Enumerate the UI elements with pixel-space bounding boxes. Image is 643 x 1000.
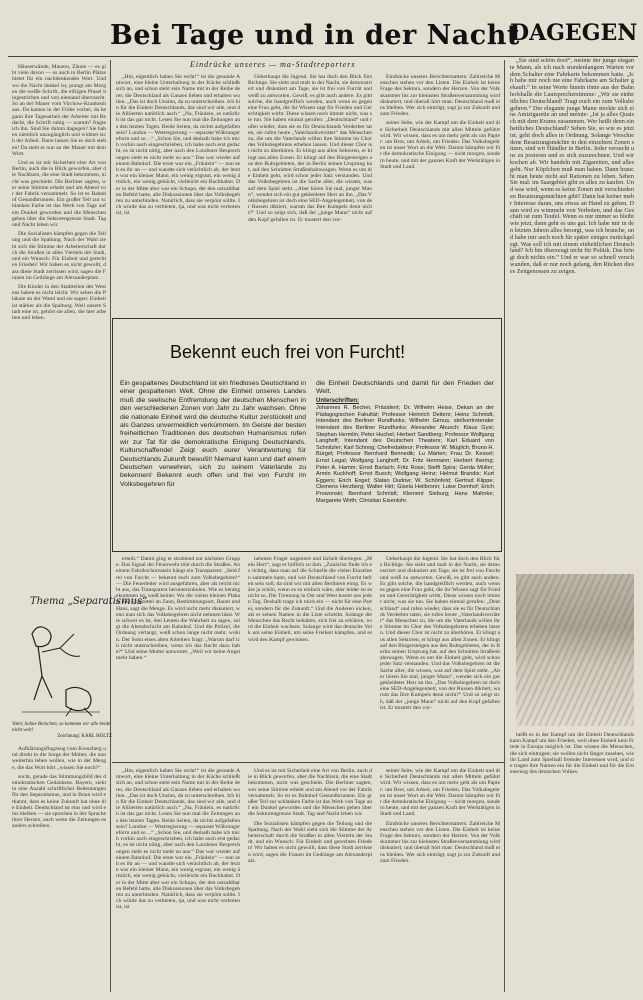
paragraph: Ueberhaupt die Jugend. Sie hat doch den Blick fürs Richtige. Sie sieht und malt in der Nacht, sie demonstriert und diskutiert am Tage, sie ist frei von Furcht und weiß zu antworten. Gewiß, es gibt auch andere. Es gibt solche, die handgreiflich werden, auch wenn es gegen eine Frau geht, die ihr Wissen sagt für Frieden und Gerechtigkeit wirbt. Diese wissen noch immer nicht, was sie tun. Sie haben einmal gerufen: „Deutschland“ und rufen wieder, dass sie es für Deutschlands Verderber taten, sie rufen heute „Vaterlandsverräter“ das Menschen zu, die um die Vaterlands willen ihre Stimme im Chor des Volksbegehrens erheben lassen. Und dieser Chor ist nicht zu überhören. Er klingt aus allen Sektoren, er klingt aus allen Zonen. Er klingt auf den Bürgersteigen aus den Ruhrgebieten, der in Berlin seinen Ursprung hat, auf den Schnitten Straßenbahnwagen. Wenn es um die Einheit geht, wird schon jeder Satz verstanden. Und das Volksbegehren ist die Sache aller, die wissen, was auf dem Spiel steht. „Aber hören Sie mal, junger Mann“, wendet sich ein gut gekleideter Herr an ihn. „Das Volksbegehren ist doch eine SED-Angelegenheit, von der Russen diktiert, warum das Ihre Kumpels denn nicht?“ Und so zeigt sich, daß der „junge Mann“ nicht auf den Kopf gefallen ist. Er mustert den vor- (380, 556, 500, 711)
appeal-continued: die Einheit Deutschlands und damit für den Frieden der Welt. (316, 380, 494, 396)
column-bottom-c (380, 768, 500, 994)
photo (516, 574, 634, 726)
caption-text: Vater, Sohne Beinchen, so kommen wir alle beide nicht weit! (12, 722, 111, 733)
cartoon-illustration (12, 612, 106, 720)
column-2-top (116, 74, 240, 314)
appeal-right-text (316, 380, 494, 544)
paragraph: Aufklärungsflugzeug vom Kreuzberg und direkt in die Sorge der Mütter, die nun weiterhin leben wollen, wie in der Menge, die das Wort hört „wissen Sie noch?“ (12, 746, 106, 771)
subhead: Eindrücke unseres — ma-Stadtreporters (190, 60, 356, 69)
column-1-top (12, 64, 106, 588)
paragraph: Und es ist mit Sicherheit eine Art von Berlin, auch die in Blick geworfen, aber die Nachbarn, die eine Stadt bekommen, nicht was geschieht. Die Berliner sagten, wer seine Stimme erhebt und am Abend vor der Fabrik versammelt. So ist es Bahnhof Gesundbrunnen. Ein großer Teil zur schlanken Farbe ist das Werk von Tage auf ein Dunkel geworden und die Menschen gehen über die Sektorengrenze Stadt. Tag und Nacht leben wir. (12, 160, 106, 229)
appeal-text: Ein gespaltenes Deutschland ist ein friedloses Deutschland in einer gespaltenen Welt. Ohne die Einheit unseres Landes muß die seelische Entfremdung der deutschen Menschen in den verschiedenen Zonen von Jahr zu Jahr wachsen. Ohne die nationale Einheit wird die deutsche Kultur zerstückelt und als Ganzes unvermeidlich verkümmern. Im Geiste der besten freiheitlichen Traditionen des deutschen Humanismus rufen wir zur Tat für die demokratische Einigung Deutschlands. Kulturschaffende! Zeigt euch eurer Verantwortung für Deutschlands Zukunft bewußt! Niemand kann und darf einem Deutschen verwehren, sich zu seinem Vaterlande zu bekennen! Bekennt euch offen und frei von Furcht im Volksbegehren für (120, 380, 306, 488)
paragraph: „Hm, eigentlich haben Sie recht!“ ist die gesunde Antwort, eine kleine Unterhaltung in der Küche schließt sich an, und schon steht sein Name mit in der Reihe derer, die Deutschland als Ganzes lieben und erhalten wollen. „Das ist doch Unsinn, da zu unterschreiben. Ich bin für die Einheit Deutschlands, das sind wir alle, und die Alliierten natürlich auch.“ „Na, Fräulein, es natürlich ist das gar nicht. Lesen Sie nun mal die Zeitungen aus den letzten Tagen. Beide Seiten, da nichts aufgefallen sein? London — Westregierung — separate Währungsreform und so ...“ „Schon Sie, und deshalb habe ich mich vorhin auch eingeschrieben, ich habe auch erst gedacht, es ist nicht nötig, aber nach den Londoner Besprechungen sieht es nicht mehr so aus.“ Das war wieder auf einem Bahnhof. Die erste war ein „Fräulein“ — nun seh es ihr an — und wandte sich verächtlich ab, der letzte war ein kleiner Mann, ein wenig ergraut, ein wenig ärmlich, ein wenig gebückt, vielleicht ein Buchhalter. Der in der Mitte aber war ein Schupo, der den ostzahlbaren Befehl hatte, alle Diskussionen über das Volksbegehren zu unterbinden. Natürlich, dass sie verpönt sollte. Ich würde das zu verbieten, tja, und was nicht verboten ist, ist (116, 768, 240, 911)
paragraph: Die Sozialisten kämpfen gegen die Teilung und die Spaltung. Nach der Wahl zieht sich die Stimme der Arbeiterschaft durch die Straßen in allen Vierteln der Stadt, und ein Wunsch: Für Einheit und gerechten Frieden! Wir haben es nicht gewollt, dass diese Stadt zerrissen wird, sagen die Frauen im Gedränge am Alexanderplatz. (12, 231, 106, 281)
paragraph: Häuserwände, Mauern, Zäune — es gibt viele davon — so auch in Berlin Plätze bietet für ein nachdenkendes Wort. Und wo die Nacht dunkel ist, prangt am Morgen die weiße Schrift, die eifrigen Pinsel hingestrichen und von niemand überrascht. So an der Mauer vom Virchow-Krankenhaus. Da kamen in der Frühe vorbei, da begann ihre Tagesarbeit der Arbeiter mit Bedacht, die Schrift ruhig — warum? fragte ich ihn. Sind Sie dumm dagegen? Sie haben ziemlich unzugänglich und widmet sich der Arbeit. Dann lassen Sie es doch stehen! Da steht er nun an der Mauer mit dem Wort. (12, 64, 106, 157)
paragraph: „Hm, eigentlich haben Sie recht!“ ist die gesunde Antwort, eine kleine Unterhaltung in der Küche schließt sich an, und schon steht sein Name mit in der Reihe derer, die Deutschland als Ganzes lieben und erhalten wollen. „Das ist doch Unsinn, da zu unterschreiben. Ich bin für die Einheit Deutschlands, das sind wir alle, und die Alliierten natürlich auch.“ „Na, Fräulein, es natürlich ist das gar nicht. Lesen Sie nun mal die Zeitungen aus den letzten Tagen. Beide Seiten, da nichts aufgefallen sein? London — Westregierung — separate Währungsreform und so ...“ „Schon Sie, und deshalb habe ich mich vorhin auch eingeschrieben, ich habe auch erst gedacht, es ist nicht nötig, aber nach den Londoner Besprechungen sieht es nicht mehr so aus.“ Das war wieder auf einem Bahnhof. Die erste war ein „Fräulein“ — nun seh es ihr an — und wandte sich verächtlich ab, der letzte war ein kleiner Mann, ein wenig ergraut, ein wenig ärmlich, ein wenig gebückt, vielleicht ein Buchhalter. Der in der Mitte aber war ein Schupo, der den ostzahlbaren Befehl hatte, alle Diskussionen über das Volksbegehren zu unterbinden. Natürlich, dass sie verpönt sollte. Ich würde das zu verbieten, tja, und was nicht verboten ist, ist (116, 74, 240, 217)
paragraph: erteilt.“ Damit ging er strahlend zur nächsten Gruppe. Das Signal der Feuerwehr tönt durch die Straßen. An einem Fabrikschornstein hängt ein Transparent: „Seid frei von Furcht — bekennt euch zum Volksbegehren!“ — Die Feuerleiter wird ausgefahren, aber als reicht nicht aus, das Transparent herunterzuholen. Wie es herabgekommen ist, weiß keiner. Wo die vielen kleinen Plakate und Flugzettel an Zaun, Bestimmungsort, Baum und Haus, sagt die Menge. Es wird nicht mehr diskutiert, wenn man sich das Volksbegehren nicht nehmen lässt. Wie schwer es ist, den Leuten die Wahrheit zu sagen, zeigt die Abendschicht am Bahnhof. Und die Polizei, die Ordnung verlangt, weiß schon lange nicht mehr, wohin. Der Sohn eines alten Arbeiters fragt: „Warum darf ich nicht unterschreiben, wenn ich das Recht dazu habe?“ Und seine Mutter antwortet: „Weil wir keine Angst mehr haben.“ (116, 556, 240, 662)
signatures: Johannes R. Becher, Präsident; Dr. Wilhelm Heise, Dekan an der Pädagogischen Fakultät; Professor Heinrich Deiters; Heinz Schmidt, Intendant des Berliner Rundfunks; Wilhelm Girnus, stellvertretender Intendant des Berliner Rundfunks; Alexander Abusch; Klaus Gysi; Stephan Hermlin; Peter Huchel; Herbert Sandberg; Professor Wolfgang Langhoff, Intendant des Deutschen Theaters; Karl Eduard von Schnitzler; Karl Schnog; Chefredakteur; Professor W. Müglich; Bruno H. Bürgel; Professor Bernhard Bennedik; Lu Märten; Frau Dr. Kessel; Ernst Legal; Wolfgang Langhoff; Dr. Fritz Hermann; Herbert Ihering; Peter A. Hamm; Ernst Barlach; Fritz Rose; Steffi Spira; Gerda Müller; Armin Kuckhoff; Ernst Busch; Wolfgang Heinz; Helmut Brandis; Kurt Eggers; Erich Engel; Slatan Dudow; W. Schönfeld; Gertrud Klippe; Clemens Herzberg; Walter Hirt; Gisela Heilbronn; Luise Domhof; Erich Prowonski; Bernhard Schmidt; Klement Sieburg; Hans Mahnke; Margarete Wirth; Christian Eisenlohr. (316, 405, 494, 504)
column-1-bottom (12, 746, 106, 994)
signatures-heading: Unterschriften: (316, 397, 360, 404)
caption-credit: Zeichnung: KARL HOLTZ (57, 734, 112, 739)
appeal-left-text (120, 380, 306, 544)
paragraph: Eindrücke unseres Berichterstatters: Zahlreiche Menschen stehen vor den Listen. Die Einheit ist keine Frage des Sektors, sondern der Herzen. Von der Volkskammer bis zur kleinsten Straßenversammlung wird diskutiert, und überall hört man: Deutschland muß eins bleiben. Wer sich einträgt, sagt ja zur Zukunft und zum Frieden. (380, 820, 500, 864)
paragraph: nehmen Frager ungeniert und lächelt überlegen. „Mein Herr“, sagt er höflich zu ihm. „Zunächst finde ich es richtig, dass man auf die Schnelle die vielen Einzelnen sammeln kann, und wie Deutschland von Furcht befreit sein soll, da sind wir mit allen Berlinern einig. Es wäre ja schön, wenn es so einfach wäre, aber leider ist es nicht so. Die Trennung in Ost und West kostet uns jeden Tag. Deshalb trage ich mich ein — nicht für eine Partei, sondern für die Zukunft.“ Und die Anderen nicken, als er seinen Namen in die Liste schreibt. Solange die Menschen das Recht behalten, sich frei zu erklären, wird die Einheit wachsen. Solange wird das deutsche Volk um seine Einheit, um seine Freiheit kämpfen, und es wird den Kampf gewinnen. (248, 556, 372, 643)
column-bottom-b (248, 768, 372, 994)
photo-texture (516, 574, 634, 726)
column-bottom-a (116, 768, 240, 994)
side-headline: DAGEGEN (510, 20, 638, 46)
column-4-bottom (510, 732, 634, 994)
cartoon-caption (12, 722, 112, 740)
paragraph: heißt es in der Kampf um die Einheit Deutschlands kann Kampf um den Frieden, weil ohne Einheit kein Friede in Europa möglich ist. Das wissen die Menschen, die sich eintragen; sie wollen nicht länger zusehen, wie ihr Land zum Spielball fremder Interessen wird, und sie tragen ihre Namen ein für die Einheit und für die Erneuerung des deutschen Volkes. (510, 732, 634, 776)
paragraph: „Sie sind schön doof“, meinte der junge elegante Mann, als ich nach stundenlangem Warten vor dem Schalter eine Fahrkarte bekommen hatte. „Ich habe mir noch nie eine Fahrkarte am Schalter gekauft.“ In seine Worte hinein tönte aus der Bahnhofshalle die Lautsprecherstimme: „Wir sie einheitliches Deutschland! Tragt euch ein zum Volksbegehren.“ Der elegante junge Mann steckte sich eine Amizigarette an und meinte: „Ist ja alles Quatsch mit dem Krams zusammen. Wer heißt denn einheitliches Deutschland? Sehen Sie, so wie es jetzt ist, geht doch alles in Ordnung. Solange Verschiedene Besatzungsmächte in den einzelnen Zonen sitzen, sind wir Händler in Berlin. Jeder versucht uns zu posieren und es sich zuzurechnen. Und wir kochen ab. Wir handeln mit Zigaretten, und alles geht. Nur Köpfchen muß man haben. Dann braucht man heute nicht auf Rationen zu leben. Sehen Sie mal: im Saargebiet gibt es alles zu kaufen. Und was wird, wenn es keine Zonen mit verschiedenen Besatzungsmächten gibt? Dann hat keiner mehr Interesse daran, uns etwas an Hand zu geben. Dann wird es wimmeln von Verboten, und das Geschäft ist zum Teufel. Wenn es nur immer so bleibt wie jetzt, dann geht es uns gut. Ich habe mir in den letzten Jahren alles besorgt, was ich brauche, und habe mir auch noch für später einiges zurückgelegt. Was soll ich mit einem einheitlichen Deutschland? Ich bin überzeugt nicht für Politik. Das bringt doch nichts ein.“ Und er war so schnell verschwunden, daß er nur noch gelang, den Rücken dieses Zeitgenossen zu zeigen. (510, 58, 634, 275)
headline: Bei Tage und in der Nacht (110, 20, 520, 51)
column-3b-top (380, 74, 500, 314)
paragraph: seiner Seite, wie der Kampf um die Einheit und die Sicherheit Deutschlands mit allen Mitteln geführt wird. Wir wissen, dass es um mehr geht als um Papier: um Brot, um Arbeit, um Frieden. Das Volksbegehren ist unser Wort an die Welt. Darum kämpfen wir für die demokratische Einigung — nicht morgen, sondern heute, und mit der ganzen Kraft der Werktätigen in Stadt und Land. (380, 768, 500, 818)
cartoon-title: Thema „Separatismus“ (30, 596, 148, 607)
column-4 (510, 58, 634, 570)
column-2-bottom (116, 556, 240, 756)
paragraph: seiner Seite, wie der Kampf um die Einheit und die Sicherheit Deutschlands mit allen Mitteln geführt wird. Wir wissen, dass es um mehr geht als um Papier: um Brot, um Arbeit, um Frieden. Das Volksbegehren ist unser Wort an die Welt. Darum kämpfen wir für die demokratische Einigung — nicht morgen, sondern heute, und mit der ganzen Kraft der Werktätigen in Stadt und Land. (380, 120, 500, 170)
column-3-top (248, 74, 372, 314)
appeal-title: Bekennt euch frei von Furcht! (170, 342, 406, 362)
column-3-bottom (248, 556, 372, 756)
top-rule (8, 56, 638, 57)
paragraph: sucht, gerade das Stimmungsbild des demokratischen Gedankens. Bayern, sieht in eine Anzahl schriftlicher Bedeutungen für den Separatismus, und in Bonn wird erkannt, dass es keine Zukunft hat ohne die Einheit. Deutschland ist eins und wird eins bleiben — sie sprechen in der Sprache ihrer Herzen, auch wenn die Zeitungen es anders schreiben. (12, 773, 106, 830)
paragraph: Die Sozialisten kämpfen gegen die Teilung und die Spaltung. Nach der Wahl zieht sich die Stimme der Arbeiterschaft durch die Straßen in allen Vierteln der Stadt, und ein Wunsch: Für Einheit und gerechten Frieden! Wir haben es nicht gewollt, dass diese Stadt zerrissen wird, sagen die Frauen im Gedränge am Alexanderplatz. (248, 820, 372, 864)
column-rule (110, 60, 111, 992)
paragraph: Eindrücke unseres Berichterstatters: Zahlreiche Menschen stehen vor den Listen. Die Einheit ist keine Frage des Sektors, sondern der Herzen. Von der Volkskammer bis zur kleinsten Straßenversammlung wird diskutiert, und überall hört man: Deutschland muß eins bleiben. Wer sich einträgt, sagt ja zur Zukunft und zum Frieden. (380, 74, 500, 118)
paragraph: Und es ist mit Sicherheit eine Art von Berlin, auch die in Blick geworfen, aber die Nachbarn, die eine Stadt bekommen, nicht was geschieht. Die Berliner sagten, wer seine Stimme erhebt und am Abend vor der Fabrik versammelt. So ist es Bahnhof Gesundbrunnen. Ein großer Teil zur schlanken Farbe ist das Werk von Tage auf ein Dunkel geworden und die Menschen gehen über die Sektorengrenze Stadt. Tag und Nacht leben wir. (248, 768, 372, 818)
column-3b-bottom (380, 556, 500, 756)
column-rule (504, 60, 505, 992)
paragraph: Ueberhaupt die Jugend. Sie hat doch den Blick fürs Richtige. Sie sieht und malt in der Nacht, sie demonstriert und diskutiert am Tage, sie ist frei von Furcht und weiß zu antworten. Gewiß, es gibt auch andere. Es gibt solche, die handgreiflich werden, auch wenn es gegen eine Frau geht, die ihr Wissen sagt für Frieden und Gerechtigkeit wirbt. Diese wissen noch immer nicht, was sie tun. Sie haben einmal gerufen: „Deutschland“ und rufen wieder, dass sie es für Deutschlands Verderber taten, sie rufen heute „Vaterlandsverräter“ das Menschen zu, die um die Vaterlands willen ihre Stimme im Chor des Volksbegehrens erheben lassen. Und dieser Chor ist nicht zu überhören. Er klingt aus allen Sektoren, er klingt aus allen Zonen. Er klingt auf den Bürgersteigen aus den Ruhrgebieten, der in Berlin seinen Ursprung hat, auf den Schnitten Straßenbahnwagen. Wenn es um die Einheit geht, wird schon jeder Satz verstanden. Und das Volksbegehren ist die Sache aller, die wissen, was auf dem Spiel steht. „Aber hören Sie mal, junger Mann“, wendet sich ein gut gekleideter Herr an ihn. „Das Volksbegehren ist doch eine SED-Angelegenheit, von der Russen diktiert, warum das Ihre Kumpels denn nicht?“ Und so zeigt sich, daß der „junge Mann“ nicht auf den Kopf gefallen ist. Er mustert den vor- (248, 74, 372, 223)
section-rule (112, 762, 504, 763)
paragraph: Die Kinder in den Stadtteilen des Westens haben es nicht leicht. Wir sehen die Plakate an der Wand und sie sagen: Einheit ist stärker als die Spaltung. Weil unsere Stadt eine ist, gehört sie allen, die hier arbeiten und leben. (12, 283, 106, 321)
